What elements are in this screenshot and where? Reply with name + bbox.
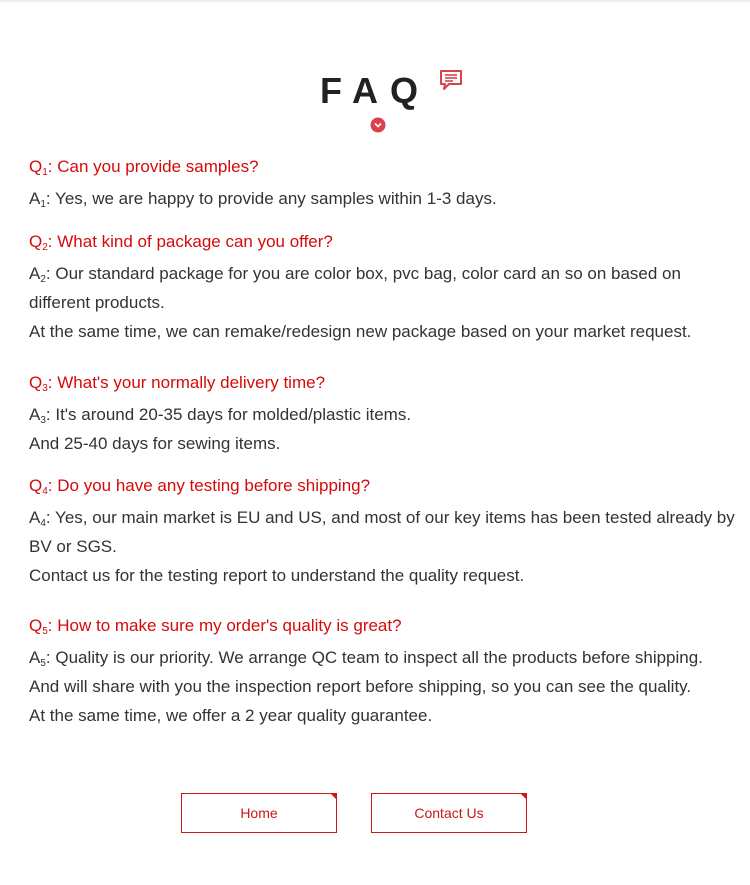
page-title: FAQ — [319, 70, 430, 111]
faq-answer: $A_5$: Quality is our priority. We arrange QC team to inspect all the products before shipping. — [29, 648, 703, 669]
corner-triangle-icon — [330, 793, 337, 800]
faq-answer-line: At the same time, we can remake/redesign new package based on your market request. — [29, 322, 692, 341]
faq-item-4 — [29, 473, 739, 590]
faq-item-3 — [29, 370, 739, 458]
faq-answer: $A_4$: Yes, our main market is EU and US, and most of our key items has been tested already by BV or SGS. — [29, 508, 735, 556]
faq-question: $Q_2$: What kind of package can you offer? — [29, 232, 333, 253]
home-button-label: Home — [240, 805, 278, 821]
contact-us-button[interactable] — [371, 793, 527, 833]
faq-item-2 — [29, 229, 739, 346]
faq-answer: $A_2$: Our standard package for you are color box, pvc bag, color card an so on based on different products. — [29, 264, 681, 312]
footer-buttons — [0, 793, 750, 833]
contact-us-button-label: Contact Us — [414, 805, 484, 821]
home-button[interactable] — [181, 793, 337, 833]
faq-question: $Q_1$: Can you provide samples? — [29, 157, 259, 178]
faq-answer-line: And will share with you the inspection report before shipping, so you can see the quality. — [29, 677, 692, 696]
faq-answer-line: And 25-40 days for sewing items. — [29, 434, 281, 453]
faq-answer: $A_3$: It's around 20-35 days for molded/plastic items. — [29, 405, 412, 426]
faq-answer-line: At the same time, we offer a 2 year quality guarantee. — [29, 706, 433, 725]
faq-item-5 — [29, 613, 739, 730]
corner-triangle-icon — [520, 793, 527, 800]
faq-header — [0, 64, 750, 144]
faq-list — [29, 154, 739, 730]
faq-item-1 — [29, 154, 739, 213]
chevron-down-icon — [370, 117, 386, 133]
faq-answer-line: Contact us for the testing report to understand the quality request. — [29, 566, 525, 585]
chat-bubble-icon — [439, 69, 463, 91]
faq-question: $Q_3$: What's your normally delivery time? — [29, 373, 326, 394]
top-divider — [0, 0, 750, 2]
faq-answer: $A_1$: Yes, we are happy to provide any samples within 1-3 days. — [29, 189, 497, 210]
faq-question: $Q_5$: How to make sure my order's quality is great? — [29, 616, 402, 637]
faq-question: $Q_4$: Do you have any testing before shipping? — [29, 476, 371, 497]
